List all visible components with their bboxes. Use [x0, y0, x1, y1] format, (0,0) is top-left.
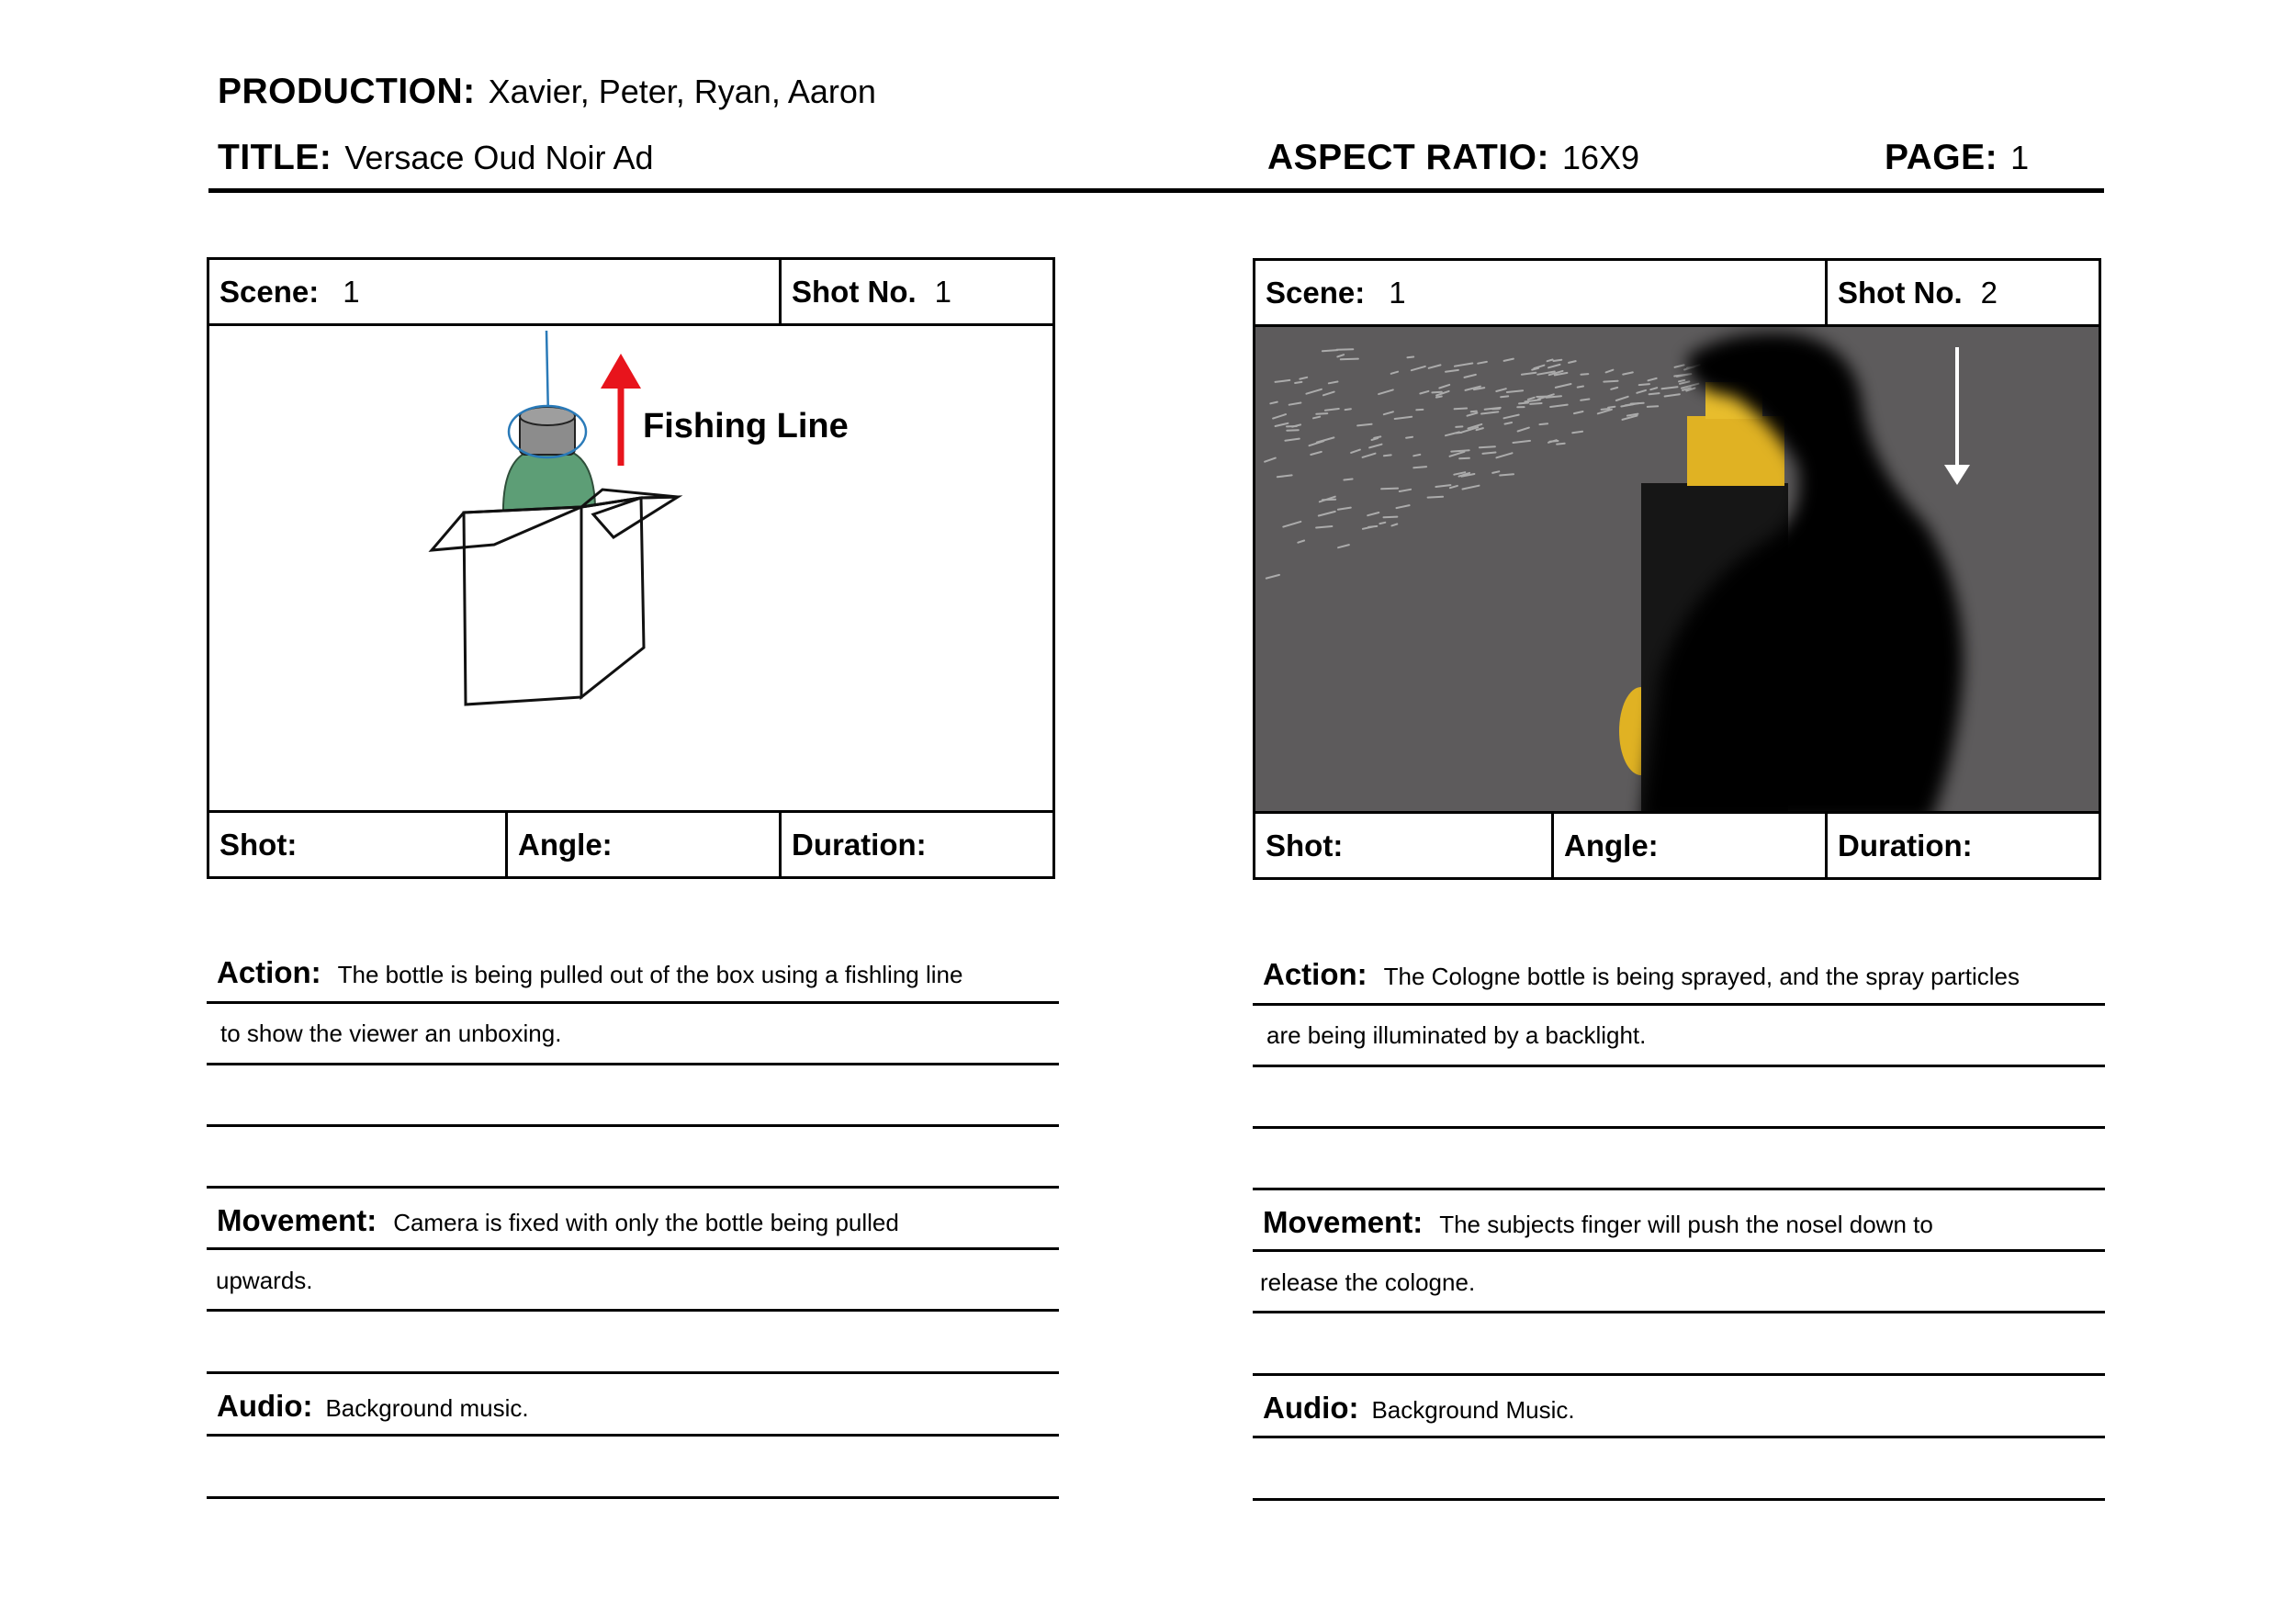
spray-particle: [1481, 411, 1498, 413]
note-line: [1253, 1311, 2105, 1313]
note-line: [1253, 1065, 2105, 1067]
spray-particle: [1611, 388, 1617, 389]
spray-particle: [1665, 394, 1680, 396]
spray-particle: [1285, 439, 1299, 441]
panel-2-angle-cell: [1554, 814, 1825, 877]
spray-particle: [1265, 458, 1276, 462]
spray-particle: [1507, 390, 1523, 392]
spray-particle: [1270, 402, 1277, 404]
aspect-ratio-label: ASPECT RATIO:: [1267, 138, 1549, 177]
panel-2-action-line-1: The Cologne bottle is being sprayed, and the spray particles: [1383, 963, 2020, 990]
spray-particle: [1639, 384, 1649, 385]
title-value: Versace Oud Noir Ad: [344, 139, 654, 176]
note-line: [207, 1371, 1059, 1374]
box-side: [581, 498, 644, 697]
spray-particle: [1338, 508, 1351, 510]
panel-2-frame: [1253, 258, 2101, 880]
spray-particle: [1496, 453, 1512, 457]
spray-particle: [1372, 438, 1379, 440]
spray-particle: [1436, 397, 1442, 398]
note-line: [1253, 1126, 2105, 1129]
spray-particle: [1463, 486, 1480, 490]
spray-particle: [1322, 350, 1337, 351]
spray-particle: [1530, 403, 1541, 404]
panel-1-action-line-1: The bottle is being pulled out of the box using a fishling line: [337, 961, 963, 988]
spray-particle: [1276, 423, 1289, 426]
spray-particle: [1505, 423, 1513, 424]
panel-1-movement-line-2: upwards.: [216, 1267, 313, 1294]
panel-2-header-row: [1255, 261, 2099, 327]
spray-particle: [1514, 441, 1531, 443]
spray-particle: [1323, 392, 1334, 396]
panel-1-action-label: Action:: [217, 955, 321, 989]
panel-2-movement-label: Movement:: [1263, 1205, 1424, 1239]
spray-particle: [1578, 387, 1583, 388]
spray-particle: [1480, 446, 1495, 447]
panel-2-duration-label: Duration:: [1838, 828, 1973, 862]
panel-1-angle-label: Angle:: [518, 827, 613, 862]
spray-particle: [1616, 397, 1628, 400]
spray-particle: [1623, 372, 1633, 374]
note-line: [1253, 1003, 2105, 1006]
spray-particle: [1276, 380, 1290, 382]
aspect-ratio-value: 16X9: [1561, 139, 1640, 176]
spray-particle: [1626, 403, 1639, 405]
push-arrow-head: [1944, 465, 1970, 485]
spray-particle: [1522, 373, 1536, 375]
spray-particle: [1273, 414, 1286, 419]
panel-2-scene-value: 1: [1389, 275, 1406, 310]
spray-particle: [1451, 450, 1469, 451]
spray-particle: [1391, 524, 1397, 526]
spray-particle: [1581, 374, 1588, 375]
spray-particle: [1606, 370, 1614, 373]
spray-particle: [1337, 355, 1344, 356]
spray-particle: [1637, 390, 1646, 393]
panel-2-duration-cell: [1828, 814, 2099, 877]
title-row: [218, 138, 654, 178]
spray-particle: [1648, 406, 1658, 407]
note-line: [207, 1309, 1059, 1312]
pull-arrow-head: [601, 354, 641, 389]
spray-particle: [1679, 380, 1684, 381]
note-line: [207, 1063, 1059, 1065]
spray-particle: [1337, 349, 1354, 350]
spray-particle: [1482, 453, 1495, 454]
panel-1-movement-label: Movement:: [217, 1203, 377, 1237]
spray-particle: [1674, 374, 1691, 376]
spray-particle: [1548, 365, 1560, 367]
spray-particle: [1325, 409, 1339, 411]
spray-particle: [1432, 392, 1441, 393]
production-value: Xavier, Peter, Ryan, Aaron: [488, 73, 876, 110]
panel-2-shot-no-value: 2: [1980, 275, 1998, 310]
panel-2-angle-label: Angle:: [1564, 828, 1659, 862]
spray-particle: [1439, 385, 1449, 389]
spray-particle: [1298, 541, 1304, 543]
spray-particle: [1363, 527, 1373, 529]
panel-2-movement-line-2: release the cologne.: [1260, 1268, 1476, 1296]
spray-particle: [1429, 365, 1441, 367]
spray-particle: [1435, 485, 1450, 487]
spray-particles: [1265, 349, 1700, 578]
panel-2-action-line-2: are being illuminated by a backlight.: [1266, 1021, 1647, 1049]
spray-particle: [1407, 357, 1413, 358]
panel-1-shot-cell: [209, 813, 505, 876]
spray-particle: [1556, 384, 1571, 388]
spray-particle: [1344, 479, 1352, 480]
panel-2-audio-row: [1263, 1391, 1575, 1426]
panel-2-scene-cell: [1255, 261, 1825, 324]
spray-particle: [1277, 475, 1292, 477]
page-value: 1: [2010, 139, 2030, 176]
note-line: [207, 1434, 1059, 1437]
spray-particle: [1574, 411, 1583, 413]
spray-particle: [1492, 471, 1499, 473]
spray-particle: [1680, 381, 1689, 383]
spray-particle: [1548, 440, 1557, 443]
spray-particle: [1519, 403, 1528, 404]
panel-1-movement-row: [217, 1203, 899, 1238]
box-front: [464, 507, 581, 704]
spray-particle: [1608, 407, 1615, 408]
spray-particle: [1554, 360, 1562, 361]
spray-particle: [1420, 391, 1428, 394]
panel-1-scene-label: Scene:: [219, 274, 320, 309]
panel-2-sketch-area: [1255, 327, 2099, 814]
spray-particle: [1539, 423, 1548, 424]
panel-2-shot-no-label: Shot No.: [1838, 275, 1963, 310]
spray-particle: [1465, 375, 1476, 378]
panel-1-duration-label: Duration:: [792, 827, 927, 862]
panel-1-audio-row: [217, 1389, 529, 1424]
spray-particle: [1391, 372, 1398, 374]
spray-particle: [1604, 381, 1617, 382]
panel-2-shot-no-cell: [1828, 261, 2099, 324]
spray-particle: [1504, 415, 1519, 419]
spray-particle: [1450, 486, 1458, 488]
production-label: PRODUCTION:: [218, 72, 476, 111]
note-line: [207, 1496, 1059, 1499]
note-line: [1253, 1249, 2105, 1252]
panel-2-shot-label: Shot:: [1266, 828, 1344, 862]
panel-1-sketch: [209, 326, 1052, 813]
spray-particle: [1384, 517, 1398, 518]
panel-1-frame: [207, 257, 1055, 879]
spray-particle: [1649, 378, 1657, 380]
spray-particle: [1650, 388, 1657, 389]
spray-particle: [1548, 360, 1553, 362]
panel-2-audio-label: Audio:: [1263, 1391, 1359, 1425]
note-line: [207, 1247, 1059, 1250]
spray-particle: [1319, 512, 1335, 516]
panel-2-movement-row: [1263, 1205, 1933, 1240]
panel-2-action-row: [1263, 957, 2020, 992]
spray-particle: [1311, 452, 1322, 455]
panel-2-footer-row: [1255, 811, 2099, 877]
note-line: [1253, 1498, 2105, 1501]
spray-particle: [1313, 417, 1320, 419]
panel-1-shot-no-value: 1: [934, 274, 952, 309]
spray-particle: [1367, 513, 1379, 515]
spray-particle: [1338, 545, 1349, 547]
spray-particle: [1379, 389, 1393, 394]
page-row: [1885, 138, 2029, 178]
panel-1-duration-cell: [782, 813, 1052, 876]
note-line: [207, 1186, 1059, 1189]
spray-particle: [1306, 389, 1322, 394]
spray-particle: [1569, 361, 1576, 363]
spray-particle: [1456, 426, 1462, 427]
spray-particle: [1428, 497, 1444, 498]
spray-particle: [1662, 387, 1678, 389]
panel-1-shot-no-cell: [782, 260, 1052, 323]
spray-particle: [1504, 359, 1514, 361]
title-label: TITLE:: [218, 138, 332, 177]
spray-particle: [1283, 522, 1300, 527]
spray-particle: [1329, 382, 1338, 384]
panel-2-scene-label: Scene:: [1266, 275, 1366, 310]
spray-particle: [1459, 458, 1469, 459]
panel-1-scene-value: 1: [343, 274, 360, 309]
panel-1-movement-line-1: Camera is fixed with only the bottle being pulled: [393, 1209, 899, 1236]
spray-particle: [1455, 409, 1468, 410]
panel-1-scene-cell: [209, 260, 779, 323]
spray-particle: [1446, 370, 1458, 372]
spray-particle: [1501, 396, 1508, 397]
production-row: [218, 72, 876, 112]
panel-2-action-label: Action:: [1263, 957, 1367, 991]
spray-particle: [1602, 409, 1610, 410]
spray-particle: [1400, 490, 1411, 491]
spray-particle: [1295, 382, 1301, 383]
header-divider: [208, 188, 2104, 193]
spray-particle: [1550, 405, 1568, 407]
spray-particle: [1518, 428, 1529, 432]
spray-particle: [1266, 575, 1279, 579]
spray-particle: [1468, 413, 1478, 416]
spray-particle: [1649, 393, 1660, 394]
spray-particle: [1572, 432, 1582, 434]
panel-1-header-row: [209, 260, 1052, 326]
note-line: [207, 1124, 1059, 1127]
panel-1-action-line-2: to show the viewer an unboxing.: [220, 1020, 562, 1047]
spray-particle: [1478, 362, 1487, 364]
spray-particle: [1322, 500, 1335, 501]
spray-particle: [1369, 445, 1381, 448]
spray-particle: [1528, 398, 1535, 400]
note-line: [1253, 1436, 2105, 1438]
panel-1-angle-cell: [508, 813, 779, 876]
note-line: [207, 1001, 1059, 1004]
storyboard-panel-2: [1253, 258, 2101, 880]
spray-particle: [1384, 455, 1391, 456]
panel-1-footer-row: [209, 810, 1052, 876]
panel-1-action-row: [217, 955, 962, 990]
panel-2-movement-line-1: The subjects finger will push the nosel down to: [1439, 1211, 1933, 1238]
spray-particle: [1455, 364, 1472, 366]
spray-particle: [1413, 467, 1426, 468]
panel-2-shot-cell: [1255, 814, 1551, 877]
aspect-ratio-row: [1267, 138, 1639, 178]
spray-particle: [1381, 489, 1398, 490]
spray-particle: [1287, 430, 1299, 431]
spray-particle: [1345, 409, 1351, 410]
storyboard-panel-1: [207, 257, 1055, 879]
panel-2-audio-value: Background Music.: [1371, 1396, 1575, 1424]
spray-particle: [1379, 523, 1385, 524]
panel-1-shot-no-label: Shot No.: [792, 274, 917, 309]
spray-particle: [1316, 413, 1327, 414]
panel-1-sketch-area: [209, 326, 1052, 813]
spray-particle: [1351, 450, 1360, 453]
spray-particle: [1532, 368, 1538, 370]
spray-particle: [1357, 424, 1372, 426]
panel-1-audio-label: Audio:: [217, 1389, 313, 1423]
spray-particle: [1525, 400, 1540, 401]
spray-particle: [1289, 403, 1301, 405]
spray-particle: [1413, 455, 1420, 456]
spray-particle: [1557, 444, 1565, 445]
note-line: [1253, 1373, 2105, 1376]
spray-particle: [1397, 505, 1410, 508]
note-line: [1253, 1188, 2105, 1190]
spray-particle: [1406, 437, 1412, 438]
spray-particle: [1496, 389, 1506, 391]
spray-particle: [1500, 474, 1514, 475]
spray-particle: [1412, 366, 1425, 370]
spray-particle: [1363, 454, 1376, 457]
spray-particle: [1341, 359, 1358, 360]
panel-1-audio-value: Background music.: [325, 1394, 529, 1422]
panel-1-shot-label: Shot:: [219, 827, 298, 862]
spray-particle: [1456, 433, 1461, 434]
fishing-line-label: Fishing Line: [643, 407, 849, 445]
page-label: PAGE:: [1885, 138, 1998, 177]
panel-2-sketch: [1255, 327, 2099, 814]
spray-particle: [1675, 365, 1684, 366]
spray-particle: [1300, 378, 1307, 379]
spray-particle: [1384, 411, 1393, 414]
spray-particle: [1471, 411, 1477, 412]
spray-particle: [1395, 417, 1412, 419]
spray-particle: [1316, 526, 1332, 528]
